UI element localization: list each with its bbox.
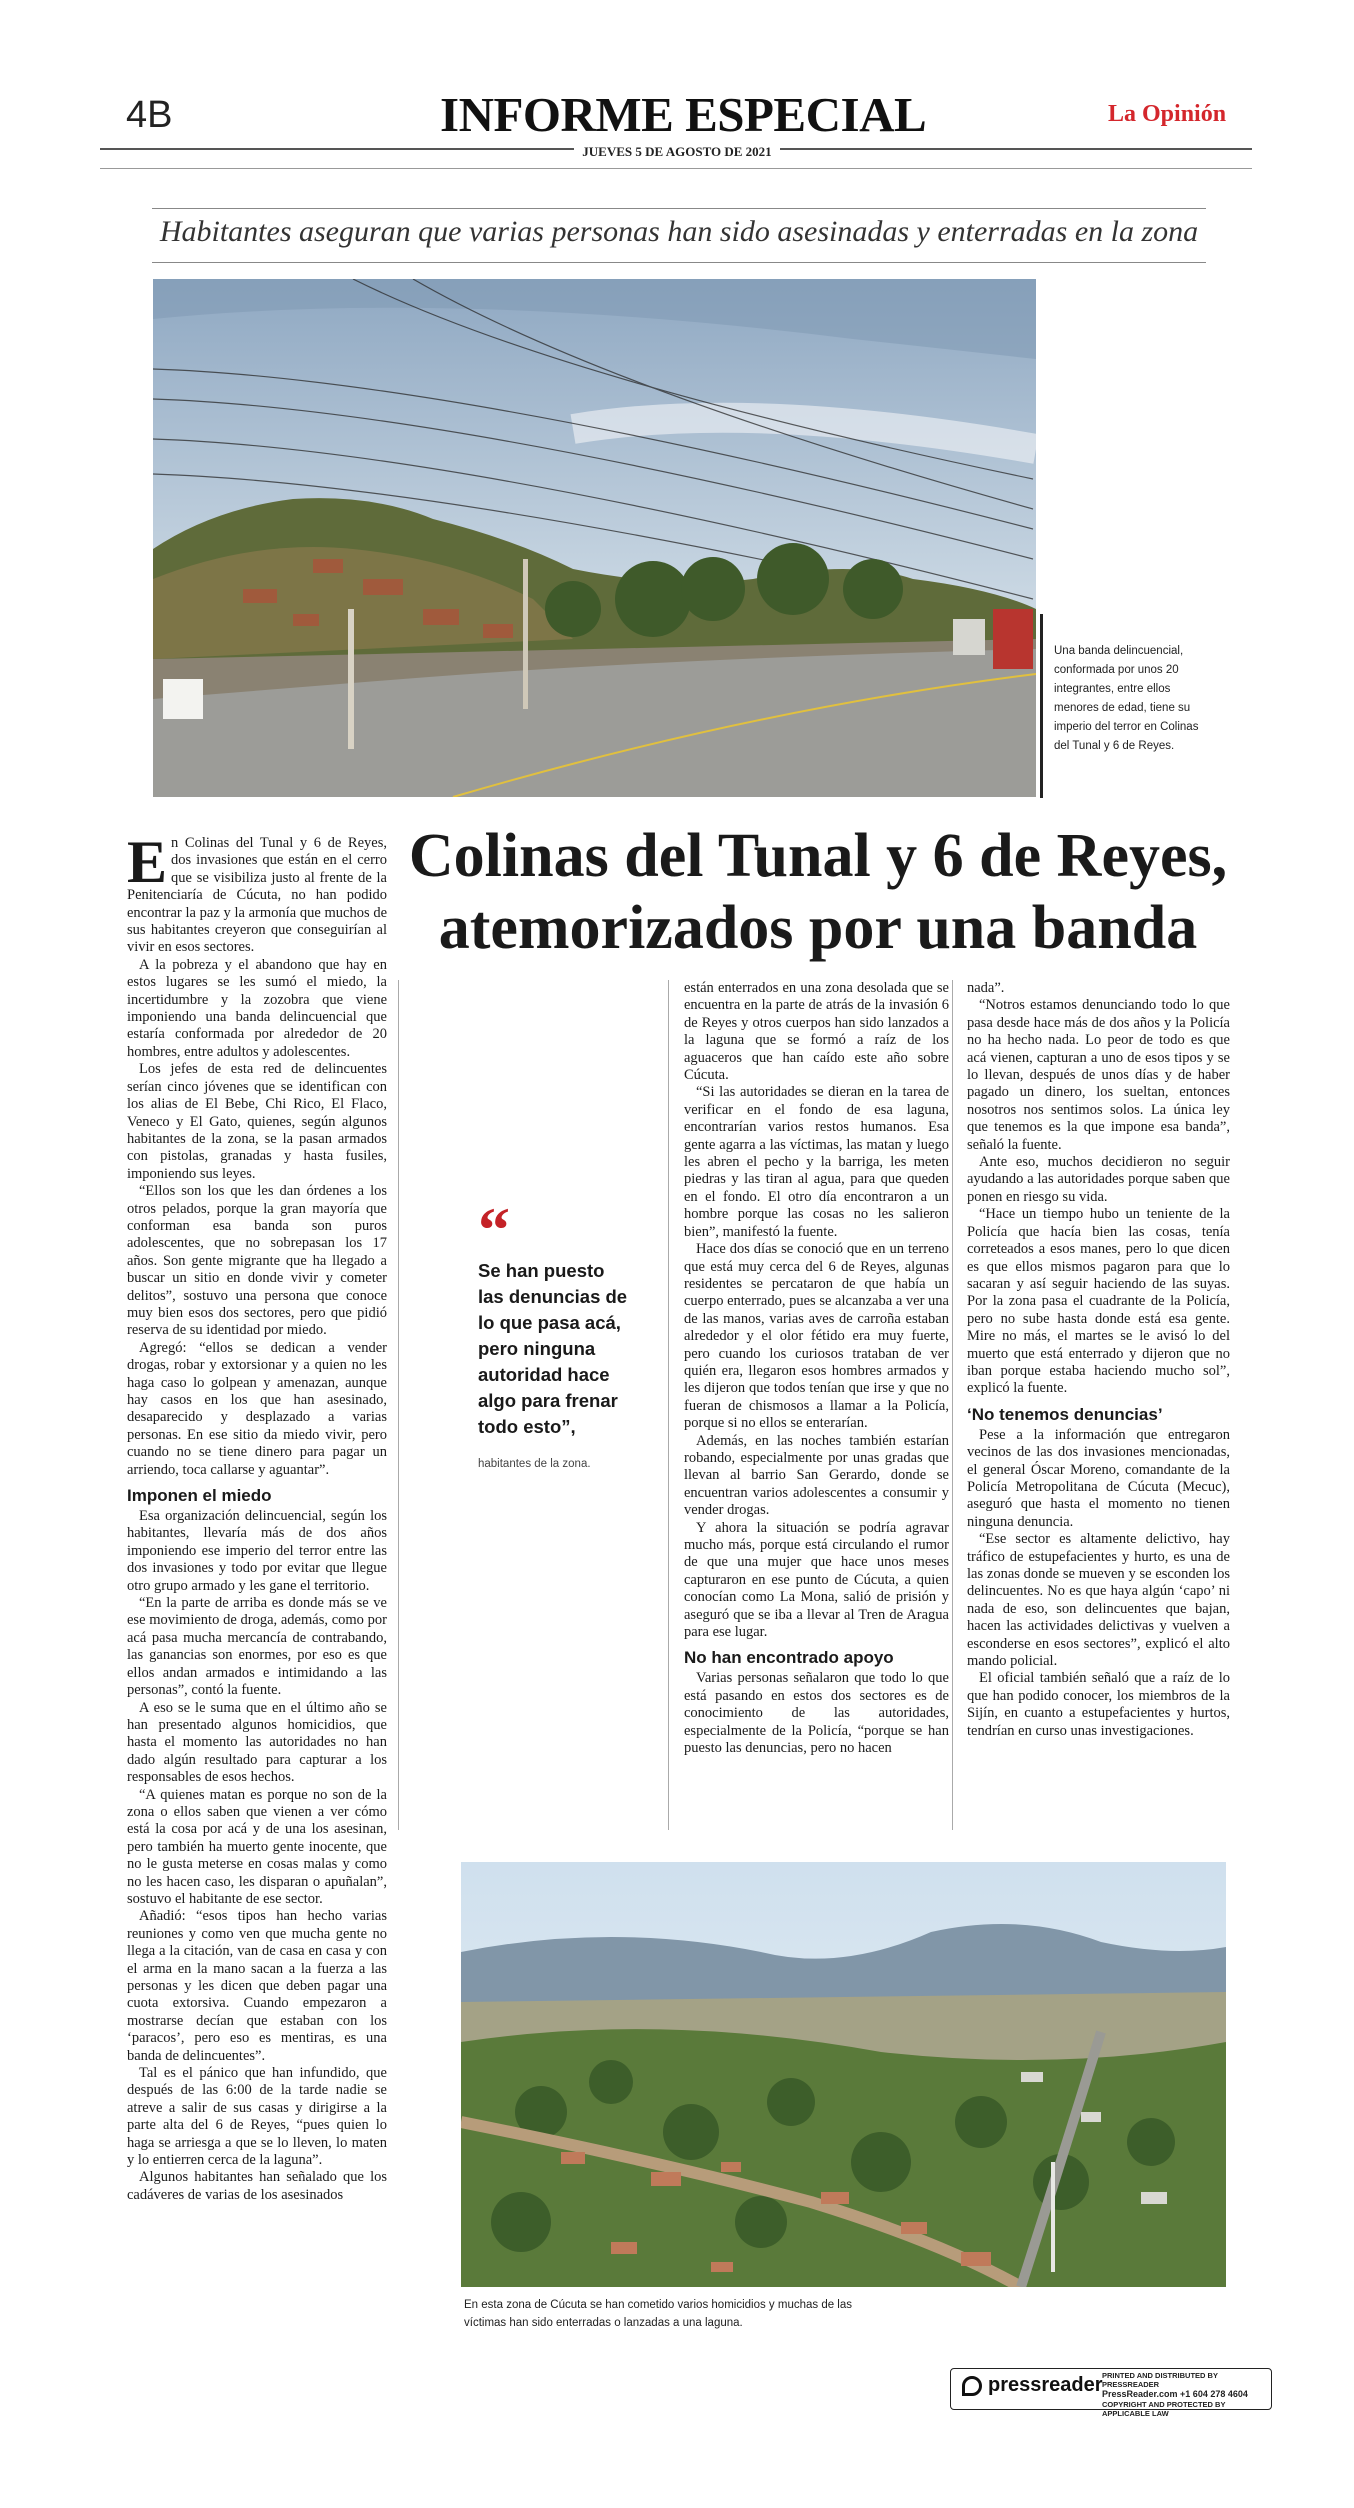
paragraph: nada”. (967, 980, 1005, 996)
road-photo (153, 279, 1036, 797)
fine-print-line: PRINTED AND DISTRIBUTED BY PRESSREADER (1102, 2371, 1218, 2389)
column-divider (398, 980, 399, 1830)
paragraph: “Si las autoridades se dieran en la tarea de verificar en el fondo de esa laguna, encontrarían varios restos humanos. Esa gente agarra a las víctimas, las matan y luego les abren el pecho y la barriga, les meten piedras y las tiran al agua, para que queden en el fondo. El otro día encontraron a un hombre porque las cosas no les salieron bien”, manifestó la fuente. (684, 1084, 949, 1240)
fine-print-line: PressReader.com +1 604 278 4604 (1102, 2389, 1248, 2399)
article-column-3 (684, 980, 949, 1757)
paragraph: Y ahora la situación se podría agravar mucho más, porque está circulando el rumor de que una mujer que hace unos meses capturaron en ese punto de Cúcuta, a quien conocían como La Mona, salió de prisión y aseguró que se iba a llevar al Tren de Aragua para ese lugar. (684, 1519, 949, 1641)
paragraph: “En la parte de arriba es donde más se ve ese movimiento de droga, además, como por acá pasa mucha mercancía de contrabando, las ganancias son enormes, por eso es que ellos andan armados e intimidando a las personas”, contó la fuente. (127, 1595, 387, 1699)
paragraph: Hace dos días se conoció que en un terreno que está muy cerca del 6 de Reyes, algunas residentes se percataron de que había un cuerpo enterrado, pues se alcanzaba a ver una de las manos, varias aves de carroña estaban alrededor y el olor fétido era muy fuerte, pero cuando los curiosos trataban de ver quién era, llegaron esos hombres armados y les dijeron que todos tenían que irse y que no fueran de chismosos a llamar a la Policía, porque si no ellos se enterarían. (684, 1241, 949, 1432)
paragraph: “Hace un tiempo hubo un teniente de la Policía que hacía bien las cosas, tenía correteados a esos manes, pero lo que dicen es que ellos mismos pagaron para que lo sacaran y así seguir haciendo de las suyas. Por la zona pasa el cuadrante de la Policía, pero no sube hasta donde está esa gente. Mire no más, el martes se le avisó lo del muerto que está enterrado y dijeron que no iban porque estaba haciendo mucho sol”, explicó la fuente. (967, 1206, 1230, 1397)
kicker-rule-bottom (152, 262, 1206, 263)
fine-print-line: COPYRIGHT AND PROTECTED BY APPLICABLE LAW (1102, 2400, 1226, 2418)
dateline (0, 144, 1354, 160)
paragraph: El oficial también señaló que a raíz de lo que han podido conocer, los miembros de la Sijín, en cuanto a estupefacientes y hurtos, tendrían en curso unas investigaciones. (967, 1670, 1230, 1739)
subhead: No han encontrado apoyo (684, 1648, 894, 1668)
paragraph: están enterrados en una zona desolada que se encuentra en la parte de atrás de la invasión 6 de Reyes y otros cuerpos han sido lanzados a la laguna que se formó a raíz de los aguaceros que han caído este año sobre Cúcuta. (684, 980, 949, 1084)
paragraph: A eso se le suma que en el último año se han presentado algunos homicidios, que hasta el momento las autoridades no han dado algún resultado para capturar a los responsables de esos hechos. (127, 1699, 387, 1786)
paragraph: Tal es el pánico que han infundido, que después de las 6:00 de la tarde nadie se atreve a salir de sus casas y dirigirse a la parte alta del 6 de Reyes, “pues quien lo haga se arriesga a que se lo lleven, lo maten y lo entierren cerca de la laguna”. (127, 2065, 387, 2169)
article-column-1 (127, 829, 387, 2204)
date-text: JUEVES 5 DE AGOSTO DE 2021 (574, 144, 779, 159)
brand-logo: La Opinión (1108, 101, 1227, 127)
subhead: ‘No tenemos denuncias’ (967, 1404, 1163, 1424)
paragraph: “Ese sector es altamente delictivo, hay tráfico de estupefacientes y hurto, es una de las zonas donde se mueven y se esconden los delincuentes. No es que haya algún ‘capo’ ni nada de eso, son delincuentes que bajan, hacen las actividades delictivas y vuelven a esconderse en esos sectores”, explicó el alto mando policial. (967, 1531, 1230, 1670)
header-rule-lower (100, 168, 1252, 169)
paragraph: Agregó: “ellos se dedican a vender drogas, robar y extorsionar y a quien no les haga caso lo golpean y amenazan, aunque hay casos en los que han asesinado, desaparecido y desplazado a varias personas. En ese sitio da miedo vivir, pero cuando no se tiene dinero para pagar un arriendo, toca callarse y aguantar”. (127, 1339, 387, 1478)
paragraph: Los jefes de esta red de delincuentes serían cinco jóvenes que se identifican con los alias de El Bebe, Chi Rico, El Flaco, Veneco y El Gato, quienes, según algunos habitantes de la zona, se la pasan armados con pistolas, granadas y hasta fusiles, imponiendo sus leyes. (127, 1061, 387, 1182)
paragraph: “A quienes matan es porque no son de la zona o ellos saben que vienen a ver cómo está la cosa por acá y de una los asesinan, pero también ha muerto gente inocente, que no le gusta meterse en cosas malas y como no les hacen caso, les disparan o apuñalan”, sostuvo el habitante de ese sector. (127, 1786, 387, 1907)
column-divider (668, 980, 669, 1830)
headline: Colinas del Tunal y 6 de Reyes, atemorizados por una banda (408, 822, 1228, 962)
kicker-text: Habitantes aseguran que varias personas han sido asesinadas y enterradas en la zona (159, 215, 1199, 248)
aerial-photo (461, 1862, 1226, 2287)
paragraph: A la pobreza y el abandono que hay en estos lugares se les sumó el miedo, la incertidumbre y la zozobra que viene imponiendo una banda delincuencial que estaría conformada por alrededor de 20 hombres, entre adultos y adolescentes. (127, 956, 387, 1060)
paragraph: Añadió: “esos tipos han hecho varias reuniones y como ven que mucha gente no llega a la citación, van de casa en casa y con el arma en la mano sacan a la fuerza a las personas y les dicen que deben pagar una cuota extorsiva. Cuando empezaron a mostrarse decían que estaban con los ‘paracos’, pero eso es mentiras, es una banda de delincuentes”. (127, 1908, 387, 2064)
aerial-photo-illustration (461, 1862, 1226, 2287)
paragraph: “Ellos son los que les dan órdenes a los otros pelados, porque la gran mayoría que conforman esa banda son puros adolescentes, que no sobrepasan los 17 años. Son gente migrante que ha llegado a buscar un sitio en donde vivir y cometer delitos”, sostuvo una persona que conoce muy bien esos dos sectores, pero que pidió reserva de su identidad por miedo. (127, 1183, 387, 1339)
lead-paragraph (127, 829, 387, 957)
paragraph: Esa organización delincuencial, según los habitantes, llevaría más de dos años imponiendo ese imperio del terror entre las dos invasiones y todo por evitar que llegue otro grupo armado y les gane el territorio. (127, 1508, 387, 1594)
photo-caption-2: En esta zona de Cúcuta se han cometido varios homicidios y muchas de las víctimas han sido enterradas o lanzadas a una laguna. (464, 2299, 853, 2329)
road-photo-illustration (153, 279, 1036, 797)
photo-caption-1: Una banda delincuencial, conformada por unos 20 integrantes, entre ellos menores de edad, tiene su imperio del terror en Colinas del Tunal y 6 de Reyes. (1054, 645, 1199, 752)
pressreader-logo: pressreader (988, 2374, 1103, 2396)
drop-cap: E (127, 829, 168, 895)
paragraph: “Notros estamos denunciando todo lo que pasa desde hace más de dos años y la Policía no ha hecho nada. Lo peor de todo es que acá vienen, capturan a uno de esos tipos y se lo llevan, después de unos días y de haber pagado un dinero, los sueltan, entonces nosotros nos sentimos solos. La única ley que tenemos es la que impone esa banda”, señaló la fuente. (967, 997, 1230, 1153)
subhead: Imponen el miedo (127, 1486, 272, 1506)
paragraph: Además, en las noches también estarían robando, especialmente por unas gradas que llevan al barrio San Gerardo, donde se encuentran varios adolescentes a consumir y vender drogas. (684, 1432, 949, 1519)
kicker-rule-top (152, 208, 1206, 209)
article-column-4 (967, 980, 1230, 1740)
paragraph: Ante eso, muchos decidieron no seguir ayudando a las autoridades porque saben que ponen en riesgo su vida. (967, 1154, 1230, 1205)
paragraph: Algunos habitantes han señalado que los cadáveres de varias de los asesinados (127, 2169, 387, 2203)
pressreader-fine-print (1102, 2371, 1272, 2418)
page-number: 4B (126, 94, 173, 136)
lead-text: n Colinas del Tunal y 6 de Reyes, dos invasiones que están en el cerro que se visibiliza justo al frente de la Penitenciaría de Cúcuta, no han podido encontrar la paz y la armonía que muchos de sus habitantes creyeron que conseguirían al vivir en esos sectores. (127, 835, 387, 956)
paragraph: Varias personas señalaron que todo lo que está pasando en estos dos sectores es de conocimiento de las autoridades, especialmente de la Policía, “porque se han puesto las denuncias, pero no hacen (684, 1670, 949, 1757)
paragraph: Pese a la información que entregaron vecinos de las dos invasiones mencionadas, el general Óscar Moreno, comandante de la Policía Metropolitana de Cúcuta (Mecuc), aseguró que hasta el momento no tienen ninguna denuncia. (967, 1426, 1230, 1530)
quote-mark: “ (478, 1194, 510, 1265)
pressreader-icon (962, 2376, 982, 2396)
section-title: INFORME ESPECIAL (440, 87, 927, 142)
pull-quote: Se han puesto las denuncias de lo que pasa acá, pero ninguna autoridad hace algo para frenar todo esto”, (478, 1260, 628, 1437)
caption-bar (1040, 614, 1043, 798)
pull-quote-attribution: habitantes de la zona. (478, 1458, 591, 1470)
column-divider (952, 980, 953, 1830)
